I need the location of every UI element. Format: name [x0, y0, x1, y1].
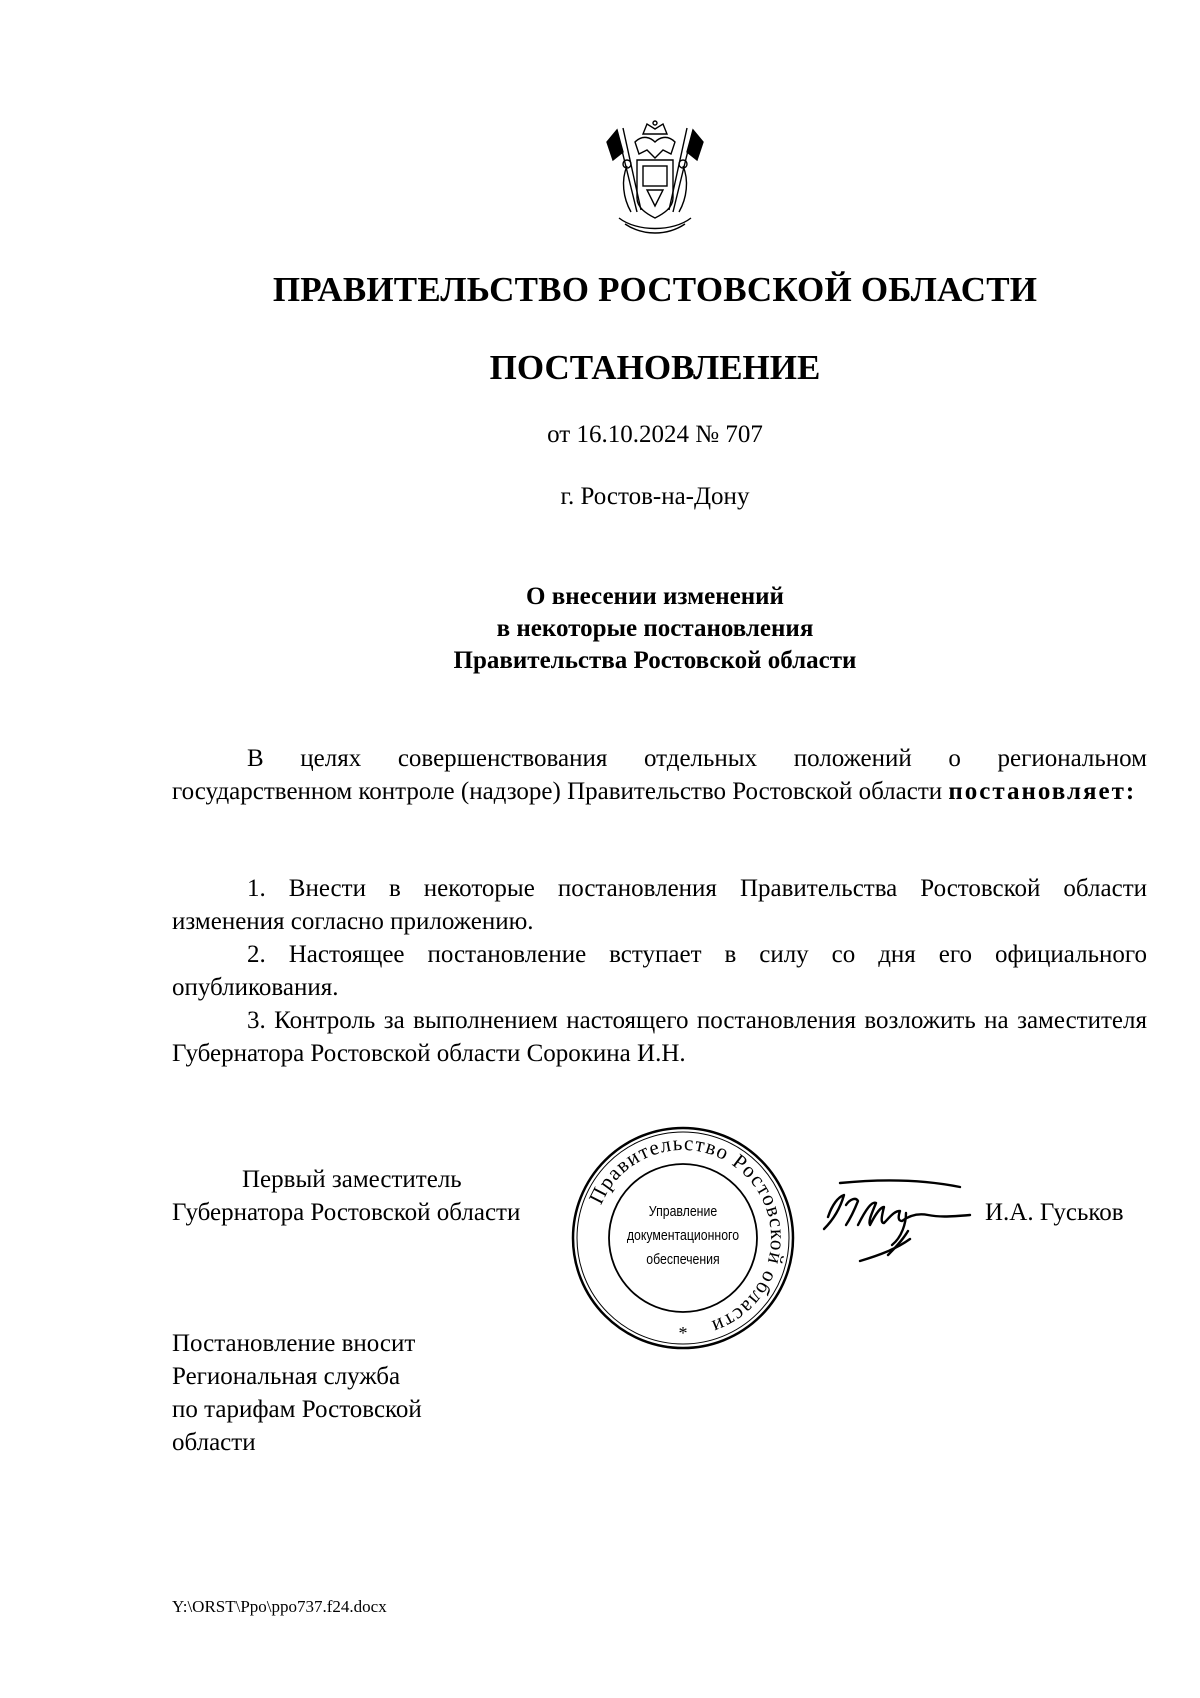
government-title: ПРАВИТЕЛЬСТВО РОСТОВСКОЙ ОБЛАСТИ: [272, 270, 1038, 309]
subject-line: Правительства Ростовской области: [453, 647, 857, 674]
subject-line: О внесении изменений: [526, 583, 784, 610]
subject-line: в некоторые постановления: [496, 615, 814, 642]
submitted-by-line: Региональная служба: [172, 1363, 401, 1390]
decree-verb: постановляет:: [948, 778, 1137, 805]
stamp-inner-line: Управление: [648, 1203, 718, 1220]
stamp-inner-line: обеспечения: [646, 1251, 720, 1268]
document-date-number: от 16.10.2024 № 707: [547, 421, 763, 448]
stamp-inner-text: [624, 1200, 742, 1272]
signatory-position-line: Губернатора Ростовской области: [172, 1199, 521, 1226]
document-subject: [0, 581, 1200, 677]
stamp-inner-line: документационного: [626, 1227, 740, 1244]
stamp-star: *: [678, 1323, 688, 1343]
document-type-heading: ПОСТАНОВЛЕНИЕ: [489, 348, 821, 387]
decree-item-3: 3. Контроль за выполнением настоящего постановления возложить на заместителя Губернатора Ростовской области Сорокина И.Н.: [172, 1007, 1147, 1067]
submitted-by-line: по тарифам Ростовской: [172, 1396, 422, 1423]
submitted-by-line: области: [172, 1429, 256, 1456]
submitted-by-block: [172, 1327, 422, 1459]
footer-file-path: Y:\ORST\Ppo\ppo737.f24.docx: [172, 1597, 387, 1616]
decree-item-1: 1. Внести в некоторые постановления Правительства Ростовской области изменения согласно приложению.: [172, 875, 1147, 935]
intro-text: В целях совершенствования отдельных положений о региональном государственном контроле (надзоре) Правительство Ростовской области: [172, 745, 1147, 805]
signatory-name: И.А. Гуськов: [985, 1199, 1124, 1226]
stamp-ring-text: Правительство Ростовской области: [583, 1130, 791, 1340]
submitted-by-line: Постановление вносит: [172, 1330, 416, 1357]
signatory-position: [172, 1163, 520, 1229]
decree-item-2: 2. Настоящее постановление вступает в силу со дня его официального опубликования.: [172, 941, 1147, 1001]
decree-items: [172, 872, 1147, 1070]
coat-of-arms-emblem: [603, 120, 707, 238]
signatory-position-line: Первый заместитель: [242, 1166, 462, 1193]
handwritten-signature: [810, 1165, 980, 1275]
intro-paragraph: [172, 742, 1147, 808]
document-city: г. Ростов-на-Дону: [560, 483, 750, 510]
